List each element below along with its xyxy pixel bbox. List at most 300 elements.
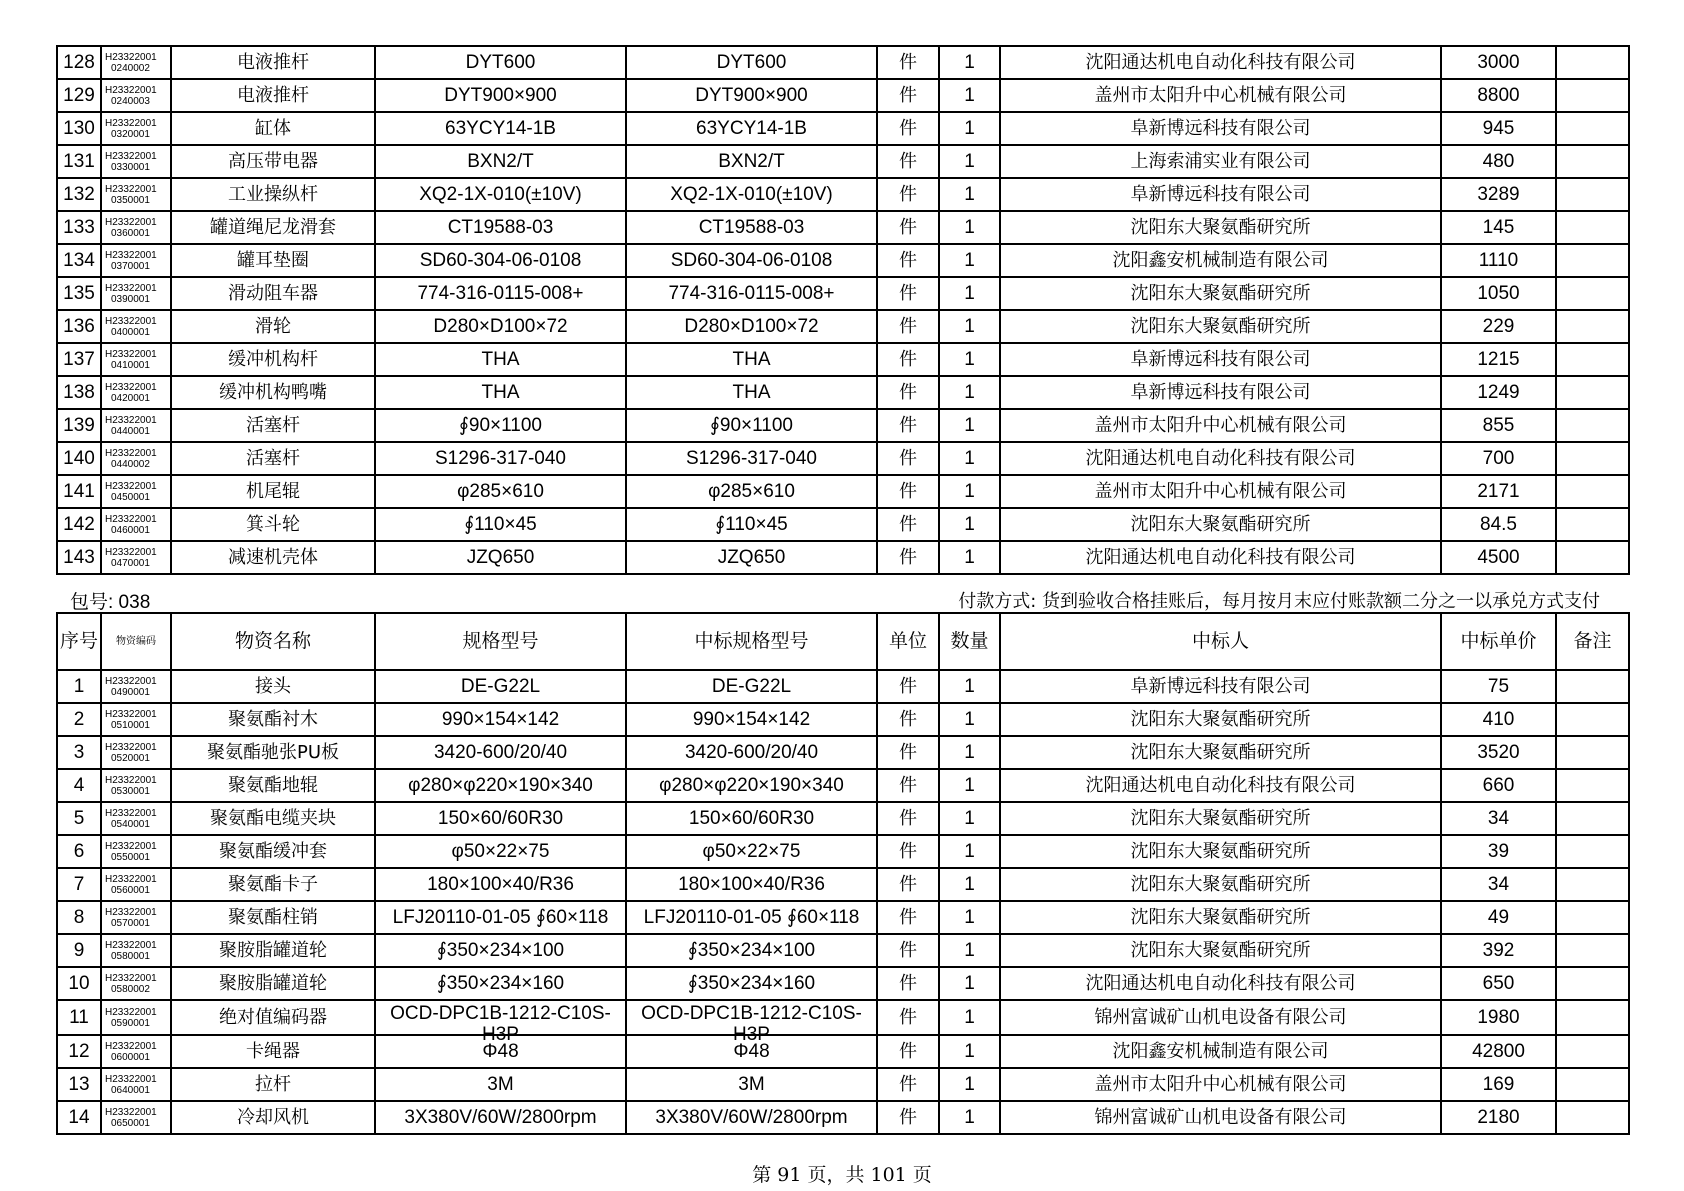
bid-spec-model: 3M <box>626 1068 877 1101</box>
winning-bidder: 沈阳东大聚氨酯研究所 <box>1000 802 1441 835</box>
unit-price: 855 <box>1441 409 1556 442</box>
material-name: 滑动阻车器 <box>171 277 375 310</box>
quantity: 1 <box>939 376 1000 409</box>
quantity: 1 <box>939 703 1000 736</box>
unit-price: 39 <box>1441 835 1556 868</box>
quantity: 1 <box>939 541 1000 574</box>
bid-spec-model: 990×154×142 <box>626 703 877 736</box>
winning-bidder: 沈阳东大聚氨酯研究所 <box>1000 310 1441 343</box>
material-code-part2: 0490001 <box>111 686 150 698</box>
spec-model: φ285×610 <box>375 475 626 508</box>
table-row <box>57 79 1629 112</box>
winning-bidder: 沈阳通达机电自动化科技有限公司 <box>1000 46 1441 79</box>
bid-spec-model: SD60-304-06-0108 <box>626 244 877 277</box>
quantity: 1 <box>939 868 1000 901</box>
unit: 件 <box>877 703 939 736</box>
spec-model: ∮350×234×160 <box>375 967 626 1000</box>
material-code <box>101 244 171 277</box>
material-name: 罐耳垫圈 <box>171 244 375 277</box>
unit: 件 <box>877 475 939 508</box>
bid-spec-model: 180×100×40/R36 <box>626 868 877 901</box>
unit: 件 <box>877 541 939 574</box>
table-row <box>57 901 1629 934</box>
material-code-part2: 0640001 <box>111 1084 150 1096</box>
spec-model: φ280×φ220×190×340 <box>375 769 626 802</box>
material-code-part2: 0650001 <box>111 1117 150 1129</box>
bid-spec-model: CT19588-03 <box>626 211 877 244</box>
spec-model: 150×60/60R30 <box>375 802 626 835</box>
material-code-part2: 0560001 <box>111 884 150 896</box>
material-code-part2: 0540001 <box>111 818 150 830</box>
remarks <box>1556 244 1629 277</box>
header-qty: 数量 <box>939 613 1000 670</box>
winning-bidder: 盖州市太阳升中心机械有限公司 <box>1000 79 1441 112</box>
unit: 件 <box>877 343 939 376</box>
material-code-part2: 0460001 <box>111 524 150 536</box>
material-code-part2: 0320001 <box>111 128 150 140</box>
material-code-part1: H23322001 <box>105 51 157 63</box>
quantity: 1 <box>939 343 1000 376</box>
bid-spec-model: 3X380V/60W/2800rpm <box>626 1101 877 1134</box>
material-name: 接头 <box>171 670 375 703</box>
table-row <box>57 1068 1629 1101</box>
quantity: 1 <box>939 934 1000 967</box>
bid-spec-model: 3420-600/20/40 <box>626 736 877 769</box>
unit-price: 4500 <box>1441 541 1556 574</box>
unit-price: 700 <box>1441 442 1556 475</box>
material-code <box>101 376 171 409</box>
remarks <box>1556 934 1629 967</box>
material-name: 活塞杆 <box>171 442 375 475</box>
spec-model: φ50×22×75 <box>375 835 626 868</box>
unit-price: 392 <box>1441 934 1556 967</box>
quantity: 1 <box>939 901 1000 934</box>
material-name: 聚氨酯卡子 <box>171 868 375 901</box>
quantity: 1 <box>939 670 1000 703</box>
material-code <box>101 967 171 1000</box>
material-code-part2: 0470001 <box>111 557 150 569</box>
material-code-part1: H23322001 <box>105 381 157 393</box>
remarks <box>1556 508 1629 541</box>
material-name: 聚氨酯驰张PU板 <box>171 736 375 769</box>
material-name: 聚氨酯地辊 <box>171 769 375 802</box>
material-code-part2: 0350001 <box>111 194 150 206</box>
winning-bidder: 盖州市太阳升中心机械有限公司 <box>1000 409 1441 442</box>
unit-price: 49 <box>1441 901 1556 934</box>
bid-spec-model: THA <box>626 376 877 409</box>
material-code-part2: 0520001 <box>111 752 150 764</box>
unit-price: 1249 <box>1441 376 1556 409</box>
unit-price: 34 <box>1441 868 1556 901</box>
material-name: 冷却风机 <box>171 1101 375 1134</box>
material-name: 罐道绳尼龙滑套 <box>171 211 375 244</box>
material-code-part1: H23322001 <box>105 774 157 786</box>
table-row <box>57 508 1629 541</box>
unit: 件 <box>877 112 939 145</box>
spec-model: D280×D100×72 <box>375 310 626 343</box>
quantity: 1 <box>939 112 1000 145</box>
material-code <box>101 868 171 901</box>
material-code-part2: 0530001 <box>111 785 150 797</box>
material-name: 缓冲机构杆 <box>171 343 375 376</box>
spec-model: JZQ650 <box>375 541 626 574</box>
material-code <box>101 1068 171 1101</box>
unit-price: 1110 <box>1441 244 1556 277</box>
winning-bidder: 沈阳东大聚氨酯研究所 <box>1000 736 1441 769</box>
unit-price: 650 <box>1441 967 1556 1000</box>
bid-spec-model <box>626 1000 877 1045</box>
material-code <box>101 79 171 112</box>
quantity: 1 <box>939 736 1000 769</box>
remarks <box>1556 967 1629 1000</box>
unit-price: 145 <box>1441 211 1556 244</box>
material-name: 高压带电器 <box>171 145 375 178</box>
remarks <box>1556 145 1629 178</box>
spec-model: 774-316-0115-008+ <box>375 277 626 310</box>
spec-model: ∮110×45 <box>375 508 626 541</box>
spec-model: 63YCY14-1B <box>375 112 626 145</box>
table-row <box>57 409 1629 442</box>
unit: 件 <box>877 178 939 211</box>
table-row <box>57 541 1629 574</box>
material-code-part1: H23322001 <box>105 1106 157 1118</box>
material-code <box>101 46 171 79</box>
winning-bidder: 盖州市太阳升中心机械有限公司 <box>1000 1068 1441 1101</box>
quantity: 1 <box>939 1101 1000 1134</box>
package-number: 包号: 038 <box>70 592 151 613</box>
material-code-part1: H23322001 <box>105 939 157 951</box>
material-name: 工业操纵杆 <box>171 178 375 211</box>
unit: 件 <box>877 835 939 868</box>
remarks <box>1556 1068 1629 1101</box>
remarks <box>1556 79 1629 112</box>
remarks <box>1556 475 1629 508</box>
unit: 件 <box>877 310 939 343</box>
spec-model: SD60-304-06-0108 <box>375 244 626 277</box>
row-number: 4 <box>57 769 101 802</box>
material-name: 电液推杆 <box>171 79 375 112</box>
spec-model: DYT900×900 <box>375 79 626 112</box>
quantity: 1 <box>939 409 1000 442</box>
material-code-part2: 0370001 <box>111 260 150 272</box>
unit-price: 3289 <box>1441 178 1556 211</box>
row-number: 142 <box>57 508 101 541</box>
spec-model: 3M <box>375 1068 626 1101</box>
material-code <box>101 277 171 310</box>
page-number-footer: 第 91 页，共 101 页 <box>752 1164 932 1186</box>
row-number: 7 <box>57 868 101 901</box>
bid-spec-model: Φ48 <box>626 1035 877 1068</box>
quantity: 1 <box>939 835 1000 868</box>
material-name: 减速机壳体 <box>171 541 375 574</box>
material-code-part1: H23322001 <box>105 807 157 819</box>
unit-price: 169 <box>1441 1068 1556 1101</box>
table-row <box>57 244 1629 277</box>
spec-model: THA <box>375 343 626 376</box>
row-number: 5 <box>57 802 101 835</box>
quantity: 1 <box>939 145 1000 178</box>
spec-model: ∮350×234×100 <box>375 934 626 967</box>
material-code-part1: H23322001 <box>105 447 157 459</box>
row-number: 11 <box>57 1000 101 1035</box>
material-code-part1: H23322001 <box>105 414 157 426</box>
material-code-part1: H23322001 <box>105 348 157 360</box>
material-code <box>101 670 171 703</box>
unit: 件 <box>877 145 939 178</box>
header-no: 序号 <box>57 613 101 670</box>
table-row <box>57 703 1629 736</box>
unit: 件 <box>877 967 939 1000</box>
row-number: 10 <box>57 967 101 1000</box>
table-row <box>57 1101 1629 1134</box>
table-row <box>57 112 1629 145</box>
row-number: 8 <box>57 901 101 934</box>
quantity: 1 <box>939 310 1000 343</box>
material-code-part1: H23322001 <box>105 282 157 294</box>
bid-spec-model: THA <box>626 343 877 376</box>
quantity: 1 <box>939 1068 1000 1101</box>
unit-price: 42800 <box>1441 1035 1556 1068</box>
header-bid-spec: 中标规格型号 <box>626 613 877 670</box>
spec-model <box>375 1000 626 1045</box>
winning-bidder: 阜新博远科技有限公司 <box>1000 670 1441 703</box>
material-code-part1: H23322001 <box>105 1006 157 1018</box>
material-code-part1: H23322001 <box>105 1073 157 1085</box>
table-row <box>57 967 1629 1000</box>
material-name: 箕斗轮 <box>171 508 375 541</box>
remarks <box>1556 703 1629 736</box>
material-name: 缸体 <box>171 112 375 145</box>
remarks <box>1556 1000 1629 1035</box>
table-row <box>57 1000 1629 1035</box>
table-row <box>57 343 1629 376</box>
unit-price: 229 <box>1441 310 1556 343</box>
spec-model: ∮90×1100 <box>375 409 626 442</box>
material-name: 缓冲机构鸭嘴 <box>171 376 375 409</box>
table-row <box>57 178 1629 211</box>
material-code <box>101 310 171 343</box>
table-row <box>57 277 1629 310</box>
material-code-part2: 0440001 <box>111 425 150 437</box>
material-code <box>101 1101 171 1134</box>
material-code <box>101 541 171 574</box>
material-code-part1: H23322001 <box>105 708 157 720</box>
material-code-part2: 0440002 <box>111 458 150 470</box>
spec-model: S1296-317-040 <box>375 442 626 475</box>
material-code-part1: H23322001 <box>105 84 157 96</box>
material-code-part2: 0240003 <box>111 95 150 107</box>
material-name: 拉杆 <box>171 1068 375 1101</box>
material-code <box>101 934 171 967</box>
spec-model: 3X380V/60W/2800rpm <box>375 1101 626 1134</box>
unit: 件 <box>877 376 939 409</box>
table-row <box>57 769 1629 802</box>
remarks <box>1556 868 1629 901</box>
table-row <box>57 835 1629 868</box>
winning-bidder: 沈阳东大聚氨酯研究所 <box>1000 835 1441 868</box>
header-name: 物资名称 <box>171 613 375 670</box>
unit-price: 8800 <box>1441 79 1556 112</box>
winning-bidder: 沈阳东大聚氨酯研究所 <box>1000 934 1441 967</box>
row-number: 129 <box>57 79 101 112</box>
quantity: 1 <box>939 79 1000 112</box>
remarks <box>1556 376 1629 409</box>
material-code-part2: 0580002 <box>111 983 150 995</box>
unit-price: 945 <box>1441 112 1556 145</box>
quantity: 1 <box>939 508 1000 541</box>
winning-bidder: 沈阳鑫安机械制造有限公司 <box>1000 244 1441 277</box>
unit: 件 <box>877 1000 939 1035</box>
remarks <box>1556 277 1629 310</box>
material-name: 聚氨酯电缆夹块 <box>171 802 375 835</box>
material-code <box>101 703 171 736</box>
material-name: 活塞杆 <box>171 409 375 442</box>
unit-price: 34 <box>1441 802 1556 835</box>
table-row <box>57 145 1629 178</box>
winning-bidder: 沈阳通达机电自动化科技有限公司 <box>1000 442 1441 475</box>
bid-spec-model: 774-316-0115-008+ <box>626 277 877 310</box>
row-number: 2 <box>57 703 101 736</box>
remarks <box>1556 901 1629 934</box>
row-number: 140 <box>57 442 101 475</box>
header-price: 中标单价 <box>1441 613 1556 670</box>
quantity: 1 <box>939 211 1000 244</box>
row-number: 135 <box>57 277 101 310</box>
unit: 件 <box>877 934 939 967</box>
remarks <box>1556 769 1629 802</box>
remarks <box>1556 343 1629 376</box>
material-code <box>101 802 171 835</box>
spec-model: DE-G22L <box>375 670 626 703</box>
package-info-line <box>56 583 1628 613</box>
bid-spec-model: DYT600 <box>626 46 877 79</box>
remarks <box>1556 835 1629 868</box>
material-code <box>101 1035 171 1068</box>
bid-spec-model: JZQ650 <box>626 541 877 574</box>
row-number: 3 <box>57 736 101 769</box>
row-number: 134 <box>57 244 101 277</box>
bid-spec-model-text: OCD-DPC1B-1212-C10S-H3P <box>641 1003 862 1045</box>
winning-bidder: 沈阳东大聚氨酯研究所 <box>1000 868 1441 901</box>
table-row <box>57 736 1629 769</box>
winning-bidder: 沈阳鑫安机械制造有限公司 <box>1000 1035 1441 1068</box>
row-number: 131 <box>57 145 101 178</box>
material-code <box>101 442 171 475</box>
material-code-part2: 0510001 <box>111 719 150 731</box>
material-code-part2: 0580001 <box>111 950 150 962</box>
winning-bidder: 锦州富诚矿山机电设备有限公司 <box>1000 1000 1441 1035</box>
unit: 件 <box>877 1101 939 1134</box>
unit: 件 <box>877 802 939 835</box>
bid-spec-model: φ50×22×75 <box>626 835 877 868</box>
spec-model: THA <box>375 376 626 409</box>
row-number: 138 <box>57 376 101 409</box>
material-code <box>101 1000 171 1035</box>
bid-spec-model: ∮350×234×100 <box>626 934 877 967</box>
bid-spec-model: XQ2-1X-010(±10V) <box>626 178 877 211</box>
table-row <box>57 310 1629 343</box>
remarks <box>1556 1101 1629 1134</box>
material-code-part1: H23322001 <box>105 873 157 885</box>
material-code-part2: 0400001 <box>111 326 150 338</box>
material-code-part2: 0590001 <box>111 1017 150 1029</box>
material-code-part2: 0600001 <box>111 1051 150 1063</box>
material-code <box>101 835 171 868</box>
material-code-part1: H23322001 <box>105 1040 157 1052</box>
unit: 件 <box>877 442 939 475</box>
unit-price: 1050 <box>1441 277 1556 310</box>
material-code-part1: H23322001 <box>105 546 157 558</box>
quantity: 1 <box>939 769 1000 802</box>
material-code-part2: 0420001 <box>111 392 150 404</box>
material-name: 卡绳器 <box>171 1035 375 1068</box>
payment-terms: 付款方式: 货到验收合格挂账后，每月按月末应付账款额二分之一以承兑方式支付 <box>958 591 1600 612</box>
table-row <box>57 934 1629 967</box>
bid-spec-model: D280×D100×72 <box>626 310 877 343</box>
unit: 件 <box>877 277 939 310</box>
material-code-part2: 0410001 <box>111 359 150 371</box>
material-name: 滑轮 <box>171 310 375 343</box>
unit-price: 3520 <box>1441 736 1556 769</box>
material-name: 聚氨酯衬木 <box>171 703 375 736</box>
material-code-part2: 0360001 <box>111 227 150 239</box>
material-code-part2: 0390001 <box>111 293 150 305</box>
bid-spec-model: S1296-317-040 <box>626 442 877 475</box>
quantity: 1 <box>939 244 1000 277</box>
bid-spec-model: LFJ20110-01-05 ∮60×118 <box>626 901 877 934</box>
winning-bidder: 阜新博远科技有限公司 <box>1000 178 1441 211</box>
material-code-part2: 0570001 <box>111 917 150 929</box>
bid-spec-model: ∮350×234×160 <box>626 967 877 1000</box>
unit-price: 2180 <box>1441 1101 1556 1134</box>
row-number: 14 <box>57 1101 101 1134</box>
row-number: 6 <box>57 835 101 868</box>
row-number: 136 <box>57 310 101 343</box>
material-name: 聚氨酯缓冲套 <box>171 835 375 868</box>
row-number: 137 <box>57 343 101 376</box>
unit-price: 1215 <box>1441 343 1556 376</box>
remarks <box>1556 46 1629 79</box>
unit-price: 75 <box>1441 670 1556 703</box>
row-number: 128 <box>57 46 101 79</box>
material-code-part1: H23322001 <box>105 741 157 753</box>
spec-model: 3420-600/20/40 <box>375 736 626 769</box>
material-code <box>101 178 171 211</box>
winning-bidder: 沈阳东大聚氨酯研究所 <box>1000 703 1441 736</box>
material-name: 电液推杆 <box>171 46 375 79</box>
material-code-part1: H23322001 <box>105 315 157 327</box>
unit: 件 <box>877 508 939 541</box>
unit: 件 <box>877 868 939 901</box>
row-number: 143 <box>57 541 101 574</box>
spec-model-text: OCD-DPC1B-1212-C10S-H3P <box>390 1003 611 1045</box>
unit: 件 <box>877 244 939 277</box>
material-code-part2: 0450001 <box>111 491 150 503</box>
table-row <box>57 46 1629 79</box>
winning-bidder: 沈阳通达机电自动化科技有限公司 <box>1000 769 1441 802</box>
bid-spec-model: DYT900×900 <box>626 79 877 112</box>
unit-price: 480 <box>1441 145 1556 178</box>
spec-model: LFJ20110-01-05 ∮60×118 <box>375 901 626 934</box>
material-code-part1: H23322001 <box>105 675 157 687</box>
quantity: 1 <box>939 1035 1000 1068</box>
row-number: 12 <box>57 1035 101 1068</box>
table-row <box>57 802 1629 835</box>
material-code-part1: H23322001 <box>105 906 157 918</box>
spec-model: XQ2-1X-010(±10V) <box>375 178 626 211</box>
unit: 件 <box>877 1035 939 1068</box>
material-code-part2: 0330001 <box>111 161 150 173</box>
